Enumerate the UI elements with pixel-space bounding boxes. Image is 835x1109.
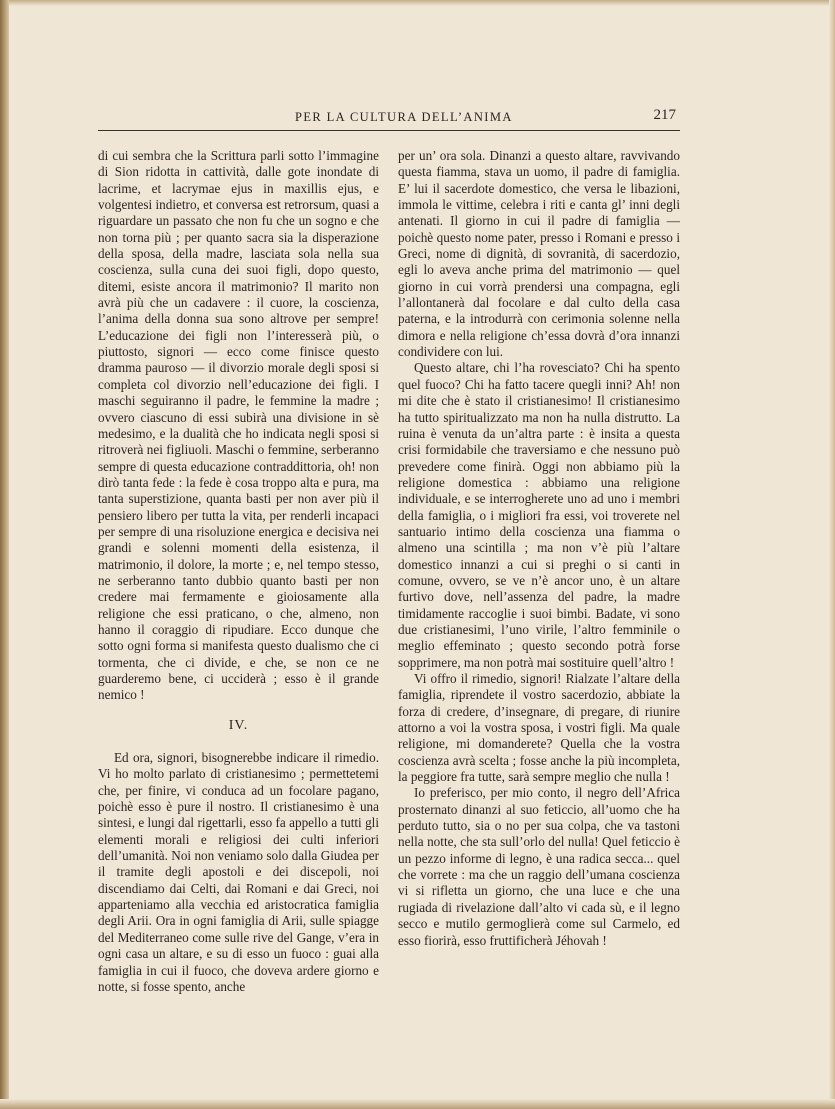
left-paragraph-2: Ed ora, signori, bisognerebbe indicare il rimedio. Vi ho molto parlato di cristianesimo ; permettetemi che, per finire, vi conduca ad un focolare pagano, poichè esso è pure il nostro. Il cristianesimo è una sintesi, e lungi dal rigettarli, esso fa appello a tutti gli elementi morali e religiosi dei culti inferiori dell’umanità. Noi non veniamo solo dalla Giudea per il tramite degli apostoli e dei discepoli, noi discendiamo dai Celti, dai Romani e dai Greci, noi apparteniamo alla vecchia ed aristocratica famiglia degli Arii. Ora in ogni famiglia di Arii, sulle spiagge del Mediterraneo come sulle rive del Gange, v’era in ogni casa un altare, e su di esso un fuoco : guai alla famiglia in cui il fuoco, che doveva ardere giorno e notte, si fosse spento, anche [98, 750, 379, 994]
right-paragraph-1: per un’ ora sola. Dinanzi a questo altare, ravvivando questa fiamma, stava un uomo, il padre di famiglia. E’ lui il sacerdote domestico, che versa le libazioni, immola le vittime, celebra i riti e canta gl’ inni degli antenati. Il giorno in cui il padre di famiglia — poichè questo nome pater, presso i Romani e presso i Greci, nome di dignità, di sovranità, di sacerdozio, egli lo aveva anche prima del matrimonio — quel giorno in cui vorrà prendersi una compagna, egli l’allontanerà dal focolare e dal culto della casa paterna, e la introdurrà con cerimonia solenne nella dimora e nella religione ch’essa dovrà d’ora innanzi condividere con lui. [398, 148, 680, 360]
page-header [98, 106, 680, 128]
right-paragraph-2: Questo altare, chi l’ha rovesciato? Chi ha spento quel fuoco? Chi ha fatto tacere quegli inni? Ah! non mi dite che è stato il cristianesimo! Il cristianesimo ha tutto spiritualizzato ma non ha nulla distrutto. La ruina è venuta da un’altra parte : è insita a questa crisi formidabile che traversiamo e che nessuno può prevedere come finirà. Oggi non abbiamo più la religione domestica : abbiamo una religione individuale, e se interrogherete uno ad uno i membri della famiglia, o i migliori fra essi, voi troverete nel santuario intimo della coscienza una fiamma o almeno una scintilla ; ma non v’è più l’altare domestico innanzi a cui si preghi o si canti in comune, ovvero, se ve n’è ancor uno, è un altare furtivo dove, nell’assenza del padre, la madre timidamente raccoglie i suoi bimbi. Badate, vi sono due cristianesimi, l’uno virile, l’altro femminile o meglio effeminato ; questo secondo potrà forse sopprimere, ma non potrà mai sostituire quell’altro ! [398, 360, 680, 670]
section-heading: IV. [228, 717, 249, 733]
running-title: PER LA CULTURA DELL’ANIMA [295, 110, 513, 124]
header-rule [98, 130, 680, 131]
page-edge-top [0, 0, 835, 6]
left-paragraph-1: di cui sembra che la Scrittura parli sotto l’immagine di Sion ridotta in cattività, dalle gote inondate di lacrime, et lacrymae ejus in maxillis ejus, e volgentesi indietro, et conversa est retrorsum, quasi a riguardare un passato che non fu che un sogno e che non torna più ; per quanto sacra sia la disperazione della sposa, della madre, lasciata sola nella sua coscienza, sulla cuna dei suoi figli, dopo questo, ditemi, esiste ancora il matrimonio? Il marito non avrà più che un cadavere : il cuore, la coscienza, l’anima della donna sua sono altrove per sempre! L’educazione dei figli non l’interesserà più, o piuttosto, signori — ecco come finisce questo dramma pauroso — il divorzio morale degli sposi si completa col divorzio nell’educazione dei figli. I maschi seguiranno il padre, le femmine la madre ; ovvero ciascuno di essi subirà una divisione in sè medesimo, e la dualità che ho indicata negli sposi si ritroverà nei figliuoli. Maschi o femmine, serberanno sempre di questa educazione contraddittoria, oh! non dirò tanta fede : la fede è cosa troppo alta e pura, ma tanta superstizione, quanta basti per non aver più il pensiero libero per tutta la vita, per renderli incapaci per sempre di una risoluzione energica e decisiva nei grandi e solenni momenti della esistenza, il matrimonio, il dolore, la morte ; e, nel tempo stesso, ne serberanno tanto dubbio quanto basti per non credere mai fermamente e gioiosamente alla religione che essi praticano, o che, almeno, non hanno il coraggio di ripudiare. Ecco dunque che sotto ogni forma si manifesta questo dualismo che ci tormenta, che ci divide, e che, se non ce ne guarderemo bene, ci ucciderà ; esso è il grande nemico ! [98, 148, 379, 703]
right-column [398, 148, 680, 949]
page-edge-left [0, 0, 9, 1109]
page-number: 217 [653, 107, 676, 123]
right-paragraph-4: Io preferisco, per mio conto, il negro dell’Africa prosternato dinanzi al suo feticcio, all’uomo che ha perduto tutto, sia o no per sua colpa, che va tastoni nella notte, che sta sull’orlo del nulla! Quel feticcio è un pezzo informe di legno, è una radica secca... quel che vorrete : ma che un raggio dell’umana coscienza vi si rifletta un giorno, che una luce e che una rugiada di rivelazione dall’alto vi cada sù, e il legno secco e mutilo germoglierà come sul Carmelo, ed esso fiorirà, esso fruttificherà Jéhovah ! [398, 785, 680, 948]
page-edge-bottom [0, 1099, 835, 1109]
right-paragraph-3: Vi offro il rimedio, signori! Rialzate l’altare della famiglia, riprendete il vostro sacerdozio, abbiate la forza di credere, d’insegnare, di pregare, di riunire attorno a voi la vostra sposa, i vostri figli. Ma quale religione, mi domanderete? Quella che la vostra coscienza avrà scelta ; fosse anche la più incompleta, la peggiore fra tutte, sarà sempre meglio che nulla ! [398, 671, 680, 785]
left-column [98, 148, 379, 995]
page-edge-right [829, 0, 835, 1109]
